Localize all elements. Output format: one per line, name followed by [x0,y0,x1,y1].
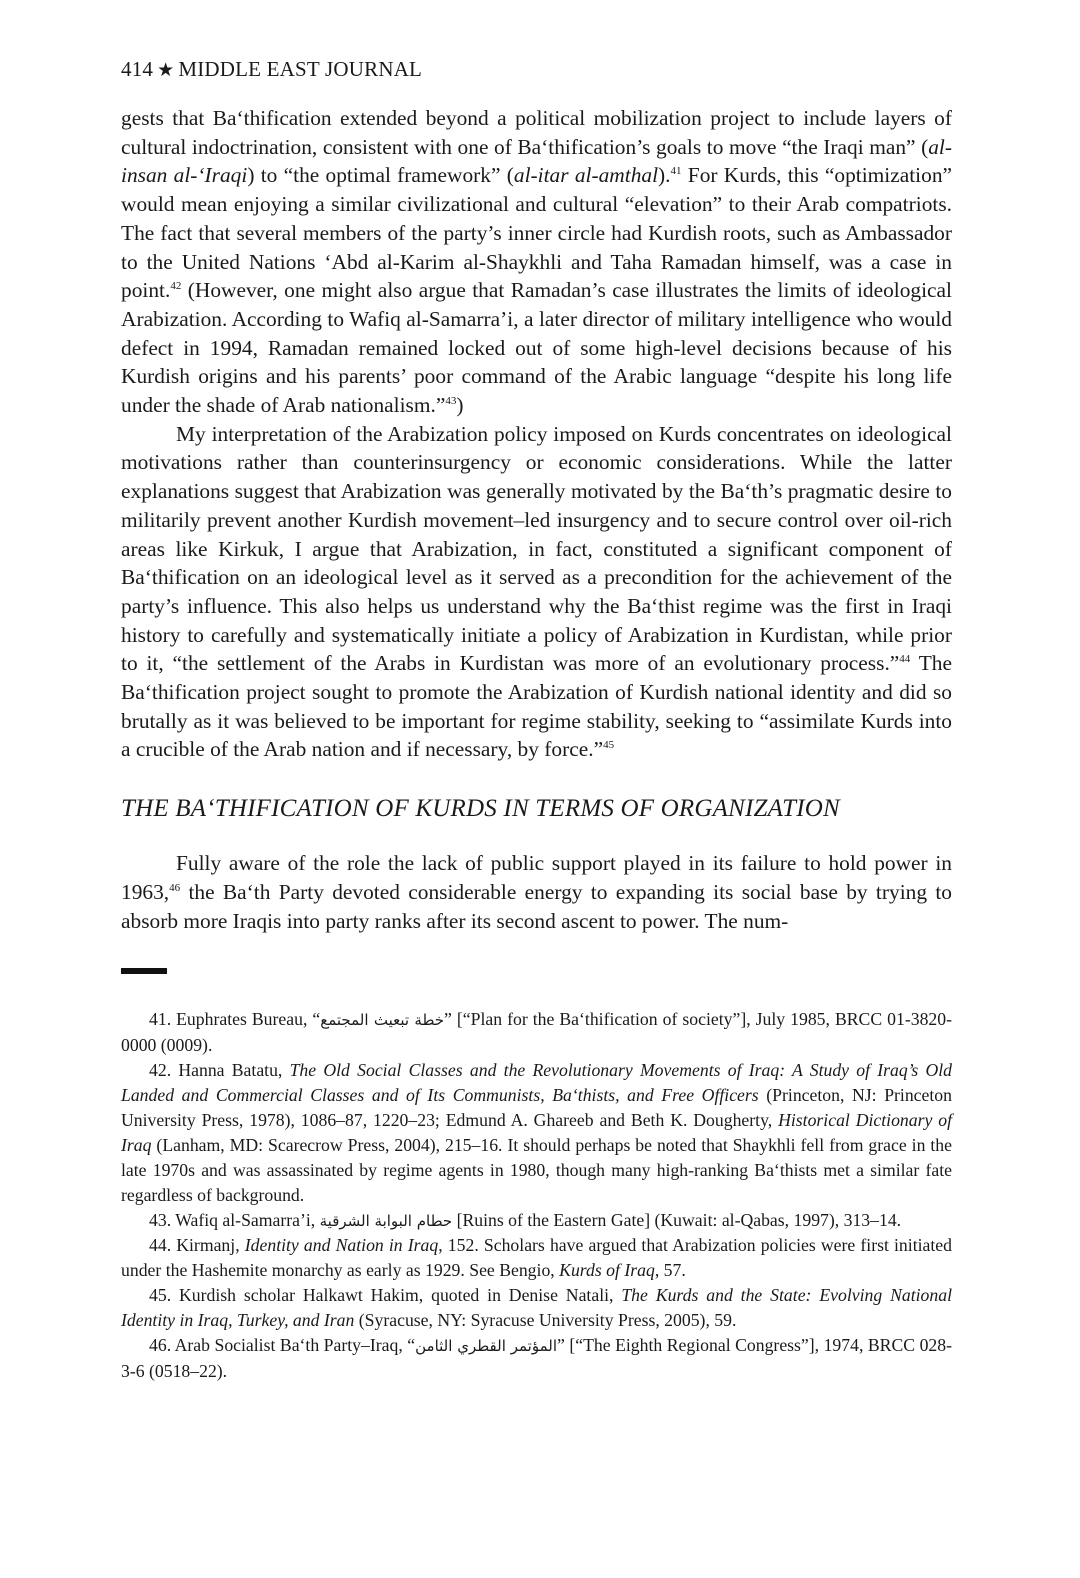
footnote-ref-46[interactable]: 46 [169,881,181,894]
text-run: (Lanham, MD: Scarecrow Press, 2004), 215–16. It should perhaps be noted that Shaykhli fell from grace in the late 1970s and was assassinated by regime agents in 1980, though many high-ranking Ba‘thists met a similar fate regardless of background. [121,1134,952,1205]
text-run: ) [456,393,464,418]
running-head [121,56,952,84]
text-run: For Kurds, this “optimization” would mean enjoying a similar civilizational and cultural “elevation” to their Arab compatriots. The fact that several members of the party’s inner circle had Kurdish roots, such as Ambassador to the United Nations ‘Abd al-Karim al-Shaykhli and Taha Ramadan himself, was a case in point. [121,163,953,303]
book-title: Historical Dictionary of Iraq [121,1109,953,1155]
page [121,56,952,1384]
footnote-ref-41[interactable]: 41 [670,165,682,178]
text-run: 46. Arab Socialist Ba‘th Party–Iraq, “ [149,1335,416,1356]
text-run: ” [“The Eighth Regional Congress”], 1974, BRCC 028-3-6 (0518–22). [121,1335,952,1381]
footnote-ref-43[interactable]: 43 [445,394,457,407]
footnote-41 [121,1007,952,1058]
text-run: , 152. Scholars have argued that Arabization policies were first initiated under the Hashemite monarchy as early as 1929. See Bengio, [121,1235,952,1281]
text-run: ) to “the optimal framework” ( [247,163,514,188]
paragraph-3 [121,849,952,935]
text-run: (Syracuse, NY: Syracuse University Press, 2005), 59. [354,1310,737,1331]
italic-term: al-insan al-‘Iraqi [121,134,952,188]
text-run: 45. Kurdish scholar Halkawt Hakim, quoted in Denise Natali, [149,1285,622,1306]
arabic-title: المؤتمر القطري الثامن [415,1337,558,1356]
text-run: My interpretation of the Arabization policy imposed on Kurds concentrates on ideological motivations rather than counterinsurgency or economic considerations. While the latter explanations suggest that Arabization was generally motivated by the Ba‘th’s pragmatic desire to militarily prevent another Kurdish movement–led insurgency and to secure control over oil-rich areas like Kirkuk, I argue that Arabization, in fact, constituted a significant component of Ba‘thification on an ideological level as it served as a precondition for the achievement of the party’s influence. This also helps us understand why the Ba‘thist regime was the first in Iraqi history to carefully and systematically initiate a policy of Arabization in Kurdistan, while prior to it, “the settlement of the Arabs in Kurdistan was more of an evolutionary process.” [121,421,952,676]
footnote-ref-45[interactable]: 45 [603,739,615,752]
star-icon: ★ [157,60,175,81]
footnotes [121,1007,952,1384]
text-run: 41. Euphrates Bureau, “ [149,1009,321,1030]
footnote-42 [121,1058,952,1207]
paragraph-1 [121,104,952,420]
footnote-43 [121,1208,952,1234]
text-run: Fully aware of the role the lack of public support played in its failure to hold power in 1963, [121,851,952,904]
footnote-46 [121,1333,952,1384]
text-run: (Princeton, NJ: Princeton University Press, 1978), 1086–87, 1220–23; Edmund A. Ghareeb and Beth K. Dougherty, [121,1085,952,1130]
footnote-44 [121,1233,952,1283]
book-title: Identity and Nation in Iraq [244,1235,439,1256]
text-run: The Ba‘thification project sought to promote the Arabization of Kurdish national identity and did so brutally as it was believed to be important for regime stability, seeking to “assimilate Kurds into a crucible of the Arab nation and if necessary, by force.” [121,651,953,762]
footnote-ref-44[interactable]: 44 [899,653,911,666]
body-text [121,104,952,935]
book-title: The Kurds and the State: Evolving National Identity in Iraq, Turkey, and Iran [121,1285,952,1331]
footnote-ref-42[interactable]: 42 [170,280,182,293]
italic-term: al-itar al-amthal [513,163,659,188]
book-title: The Old Social Classes and the Revolutionary Movements of Iraq: A Study of Iraq’s Old Landed and Commercial Classes and of Its Communists, Ba‘thists, and Free Officers [121,1060,952,1105]
footnote-45 [121,1283,952,1333]
arabic-title: خطة تبعيث المجتمع [320,1011,445,1030]
text-run: ). [658,163,671,188]
text-run: ” [“Plan for the Ba‘thification of society”], July 1985, BRCC 01-3820-0000 (0009). [121,1009,953,1056]
footnote-divider [121,968,167,974]
text-run: 44. Kirmanj, [149,1235,245,1256]
text-run: [Ruins of the Eastern Gate] (Kuwait: al-Qabas, 1997), 313–14. [452,1209,902,1230]
page-number: 414 [121,57,154,81]
text-run: (However, one might also argue that Ramadan’s case illustrates the limits of ideological Arabization. According to Wafiq al-Samarra’i, a later director of military intelligence who would defect in 1994, Ramadan remained locked out of some high-level decisions because of his Kurdish origins and his parents’ poor command of the Arabic language “despite his long life under the shade of Arab nationalism.” [121,278,952,418]
arabic-title: حطام البوابة الشرقية [319,1211,453,1230]
text-run: gests that Ba‘thification extended beyond a political mobilization project to include layers of cultural indoctrination, consistent with one of Ba‘thification’s goals to move “the Iraqi man” ( [121,106,952,159]
book-title: Kurds of Iraq [559,1260,655,1281]
text-run: 43. Wafiq al-Samarra’i, [149,1209,320,1230]
paragraph-2 [121,420,952,764]
text-run: 42. Hanna Batatu, [149,1060,290,1081]
text-run: the Ba‘th Party devoted considerable energy to expanding its social base by trying to absorb more Iraqis into party ranks after its second ascent to power. The num- [121,879,952,933]
text-run: , 57. [654,1260,686,1281]
journal-title: MIDDLE EAST JOURNAL [178,57,423,81]
section-heading: THE BA‘THIFICATION OF KURDS IN TERMS OF ORGANIZATION [121,795,840,823]
